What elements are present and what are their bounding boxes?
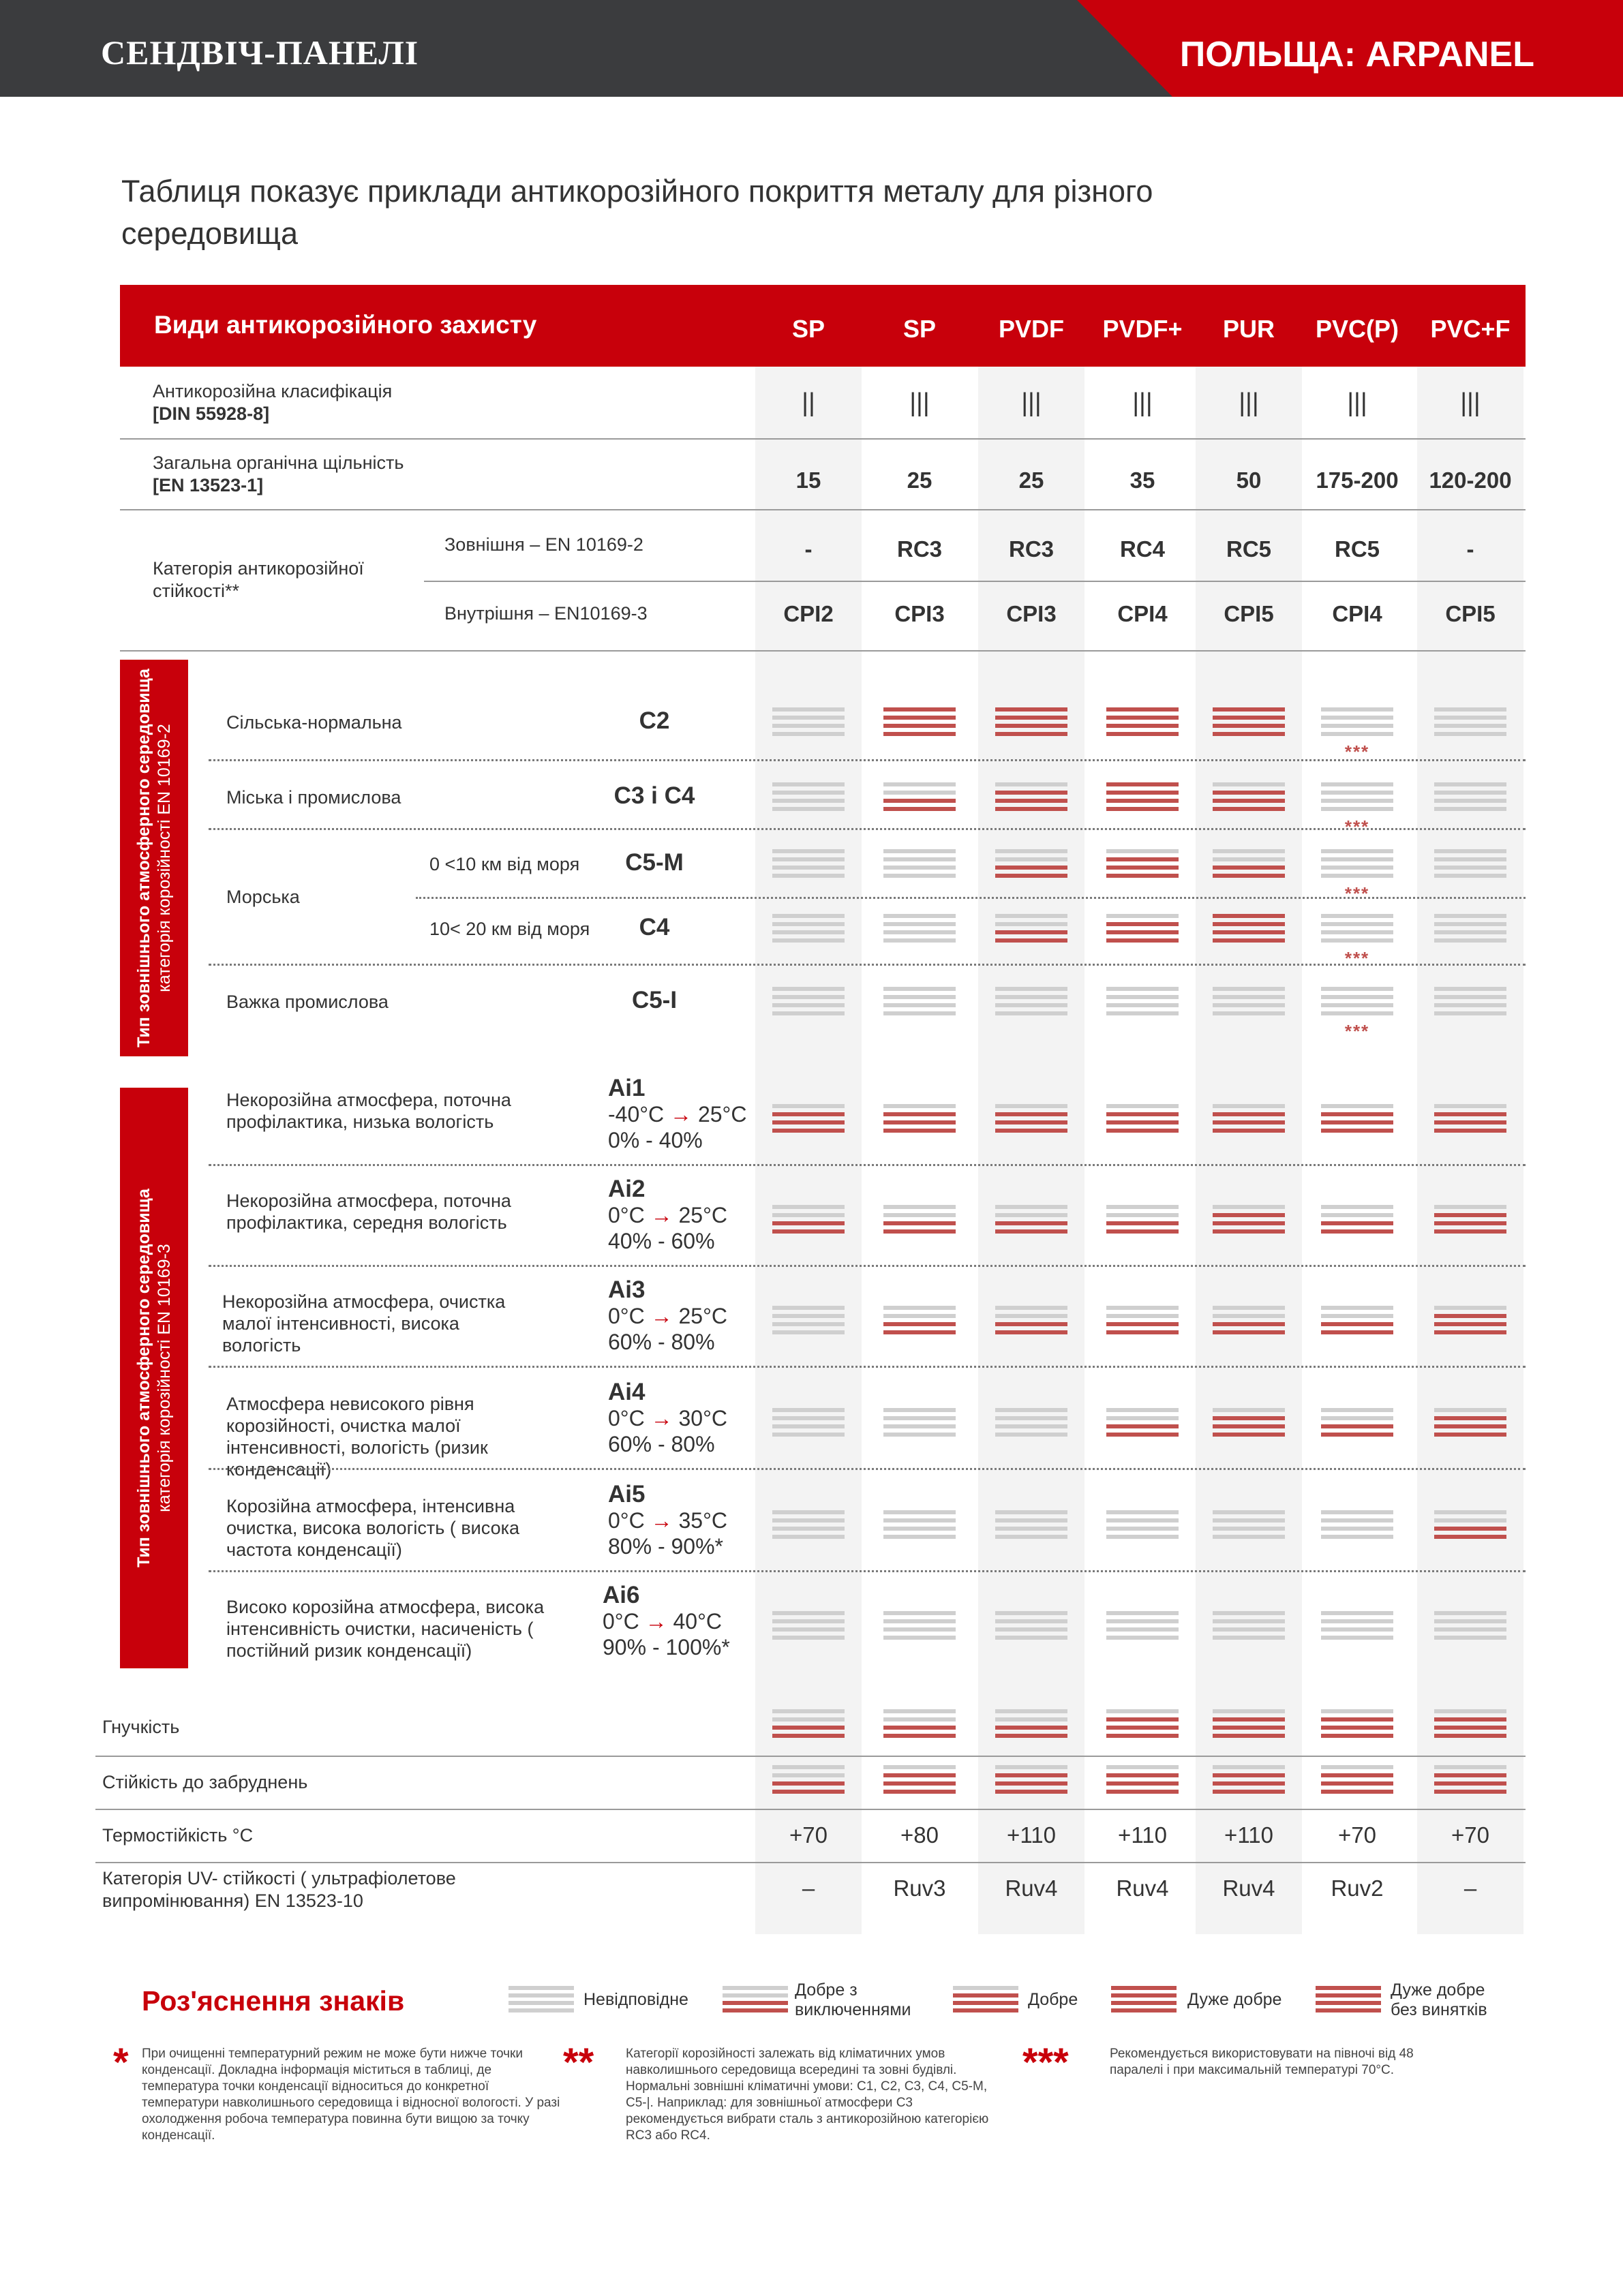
density-value: 120-200 — [1429, 468, 1512, 493]
temperature-to: 25°C — [697, 1102, 747, 1127]
arrow-right-icon: → — [644, 1304, 679, 1328]
rating-stripes-icon — [1434, 1709, 1506, 1738]
uv-resistance-label: Категорія UV- стійкості ( ультрафіолетове випромінювання) EN 13523-10 — [102, 1868, 456, 1911]
rating-stripes-icon — [1106, 1709, 1179, 1738]
rating-stripes-icon — [772, 914, 845, 943]
rating-stripes-icon — [1213, 1205, 1285, 1234]
temperature-from: 0°C — [603, 1609, 639, 1634]
internal-env-humidity: 60% - 80% — [608, 1432, 715, 1456]
rating-stripes-icon — [883, 1104, 956, 1133]
rating-stripes-icon — [1106, 1104, 1179, 1133]
rating-stripes-icon — [1434, 1306, 1506, 1334]
external-env-label: Важка промислова — [226, 992, 389, 1012]
internal-env-temperature — [608, 1202, 727, 1228]
density-value: 25 — [1018, 468, 1044, 493]
rating-stripes-icon — [995, 1408, 1067, 1437]
rating-stripes-icon — [883, 707, 956, 736]
legend-stripes-icon — [953, 1986, 1018, 2013]
rating-stripes-icon — [1321, 1709, 1393, 1738]
external-env-sidebar — [120, 660, 188, 1056]
density-value: 25 — [907, 468, 932, 493]
arrow-right-icon: → — [644, 1406, 679, 1430]
rating-stripes-icon — [883, 1205, 956, 1234]
external-resistance-value: RC5 — [1226, 536, 1272, 562]
table-header-label: Види антикорозійного захисту — [154, 311, 537, 339]
internal-env-temperature — [608, 1303, 727, 1329]
rating-stripes-icon — [1106, 1611, 1179, 1640]
dotted-divider — [209, 1265, 1526, 1267]
resistance-internal-label: Внутрішня – EN10169-3 — [444, 603, 648, 624]
rating-stripes-icon — [772, 1510, 845, 1539]
header-column-4: PUR — [1222, 315, 1275, 343]
internal-resistance-value: CPI5 — [1445, 601, 1496, 626]
stars-mark: *** — [1344, 883, 1370, 904]
external-env-code: C4 — [639, 914, 670, 940]
rating-stripes-icon — [1434, 1765, 1506, 1794]
density-value: 35 — [1129, 468, 1155, 493]
internal-env-conditions — [608, 1482, 727, 1559]
temperature-to: 40°C — [673, 1609, 722, 1634]
rating-stripes-icon — [995, 1510, 1067, 1539]
arrow-right-icon: → — [664, 1102, 698, 1127]
classification-value: ||| — [909, 388, 930, 417]
stars-mark: *** — [1344, 816, 1370, 837]
external-env-side-title: Тип зовнішнього атмосферного середовища — [134, 669, 153, 1047]
external-resistance-value: RC3 — [1008, 536, 1055, 562]
external-env-code: C2 — [639, 707, 670, 734]
rating-stripes-icon — [995, 1765, 1067, 1794]
classification-value: ||| — [1460, 388, 1481, 417]
external-resistance-value: RC5 — [1334, 536, 1380, 562]
classification-label: Антикорозійна класифікація — [153, 381, 393, 401]
heat-resistance-value: +110 — [1007, 1822, 1056, 1848]
internal-env-humidity: 0% - 40% — [608, 1128, 703, 1152]
classification-value: ||| — [1021, 388, 1042, 417]
banner-title: СЕНДВІЧ-ПАНЕЛІ — [101, 33, 419, 72]
temperature-to: 30°C — [678, 1406, 727, 1430]
rating-stripes-icon — [1434, 1611, 1506, 1640]
temperature-to: 25°C — [678, 1304, 727, 1328]
heat-resistance-value: +70 — [1338, 1822, 1376, 1848]
internal-env-label: Некорозійна атмосфера, поточна профілактика, низька вологість — [226, 1090, 511, 1132]
internal-env-code: Ai2 — [608, 1176, 646, 1202]
divider — [95, 1756, 1526, 1757]
rating-stripes-icon — [883, 987, 956, 1015]
rating-stripes-icon — [1213, 1306, 1285, 1334]
dirt-resistance-label: Стійкість до забруднень — [102, 1772, 308, 1792]
footnote-mark: * — [113, 2040, 129, 2085]
rating-stripes-icon — [1434, 782, 1506, 811]
rating-stripes-icon — [1106, 987, 1179, 1015]
dotted-divider — [209, 828, 1526, 830]
internal-env-humidity: 80% - 90%* — [608, 1534, 723, 1559]
header-column-0: SP — [791, 315, 825, 343]
rating-stripes-icon — [883, 849, 956, 878]
rating-stripes-icon — [1321, 1765, 1393, 1794]
banner-country: ПОЛЬЩА: ARPANEL — [1179, 35, 1534, 74]
internal-env-humidity: 90% - 100%* — [603, 1635, 730, 1659]
rating-stripes-icon — [1213, 987, 1285, 1015]
rating-stripes-icon — [1434, 1408, 1506, 1437]
rating-stripes-icon — [995, 707, 1067, 736]
header-column-1: SP — [902, 315, 937, 343]
rating-stripes-icon — [1321, 1611, 1393, 1640]
rating-stripes-icon — [1321, 1510, 1393, 1539]
internal-env-side-title: Тип зовнішнього атмосферного середовища — [134, 1189, 153, 1567]
dotted-divider — [209, 1366, 1526, 1368]
rating-stripes-icon — [995, 1709, 1067, 1738]
internal-resistance-value: CPI3 — [894, 601, 945, 626]
rating-stripes-icon — [883, 1611, 956, 1640]
rating-stripes-icon — [1106, 782, 1179, 811]
internal-env-temperature — [603, 1608, 730, 1634]
density-value: 50 — [1236, 468, 1262, 493]
external-resistance-value: RC3 — [896, 536, 943, 562]
internal-resistance-value: CPI3 — [1006, 601, 1057, 626]
classification-norm: [DIN 55928-8] — [153, 403, 270, 424]
external-resistance-value: - — [1466, 536, 1474, 562]
uv-resistance-value: Ruv4 — [1005, 1876, 1058, 1901]
internal-env-code: Ai5 — [608, 1481, 646, 1507]
external-env-code: C5-M — [625, 849, 684, 876]
internal-env-code: Ai4 — [608, 1379, 646, 1405]
internal-env-temperature — [608, 1405, 727, 1431]
stars-mark: *** — [1344, 948, 1370, 968]
rating-stripes-icon — [995, 1611, 1067, 1640]
uv-resistance-value: Ruv4 — [1116, 1876, 1169, 1901]
rating-stripes-icon — [883, 1306, 956, 1334]
divider — [95, 1809, 1526, 1810]
internal-env-label: Корозійна атмосфера, інтенсивна очистка, висока вологість ( висока частота конденсації) — [226, 1496, 520, 1560]
rating-stripes-icon — [1213, 1611, 1285, 1640]
flexibility-label: Гнучкість — [102, 1717, 180, 1737]
dotted-divider — [209, 1468, 1526, 1470]
rating-stripes-icon — [1106, 1306, 1179, 1334]
stars-mark: *** — [1344, 1021, 1370, 1041]
temperature-from: 0°C — [608, 1304, 645, 1328]
rating-stripes-icon — [1434, 849, 1506, 878]
external-resistance-value: - — [804, 536, 813, 562]
rating-stripes-icon — [1106, 707, 1179, 736]
rating-stripes-icon — [772, 1709, 845, 1738]
rating-stripes-icon — [1213, 849, 1285, 878]
internal-env-sidebar — [120, 1088, 188, 1668]
rating-stripes-icon — [995, 1306, 1067, 1334]
legend-label: Дуже добре — [1187, 1990, 1282, 2009]
external-env-sidebar-text — [134, 669, 175, 1047]
classification-value: ||| — [1347, 388, 1367, 417]
internal-env-conditions — [608, 1075, 746, 1153]
footnote-mark: ** — [563, 2040, 594, 2085]
legend-label: Добре — [1028, 1990, 1078, 2009]
internal-env-temperature — [608, 1507, 727, 1533]
rating-stripes-icon — [883, 1709, 956, 1738]
internal-env-code: Ai3 — [608, 1276, 646, 1303]
rating-stripes-icon — [1434, 1205, 1506, 1234]
heat-resistance-value: +80 — [900, 1822, 939, 1848]
internal-env-label: Атмосфера невисокого рівня корозійності, очистка малої інтенсивності, вологість (ризик конденсації) — [226, 1394, 488, 1480]
rating-stripes-icon — [1213, 1709, 1285, 1738]
heat-resistance-value: +70 — [1451, 1822, 1489, 1848]
rating-stripes-icon — [772, 1104, 845, 1133]
stars-mark: *** — [1344, 741, 1370, 762]
uv-resistance-value: Ruv2 — [1331, 1876, 1384, 1901]
internal-env-label: Некорозійна атмосфера, очистка малої інтенсивності, висока вологість — [222, 1291, 506, 1356]
internal-env-sidebar-text — [134, 1189, 175, 1567]
rating-stripes-icon — [1434, 914, 1506, 943]
internal-resistance-value: CPI4 — [1332, 601, 1382, 626]
header-column-5: PVC(P) — [1315, 315, 1399, 343]
rating-stripes-icon — [995, 1205, 1067, 1234]
heat-resistance-value: +110 — [1118, 1822, 1167, 1848]
internal-env-conditions — [608, 1379, 727, 1457]
rating-stripes-icon — [995, 849, 1067, 878]
footnote-text: Категорії корозійності залежать від кліматичних умов навколишнього середовища всередині та зовні будівлі. Нормальні зовнішні кліматичні умови: C1, C2, C3, C4, C5-M, C5-|. Наприклад: для зовнішньої атмосфери С3 рекомендується вибрати сталь з антикорозійною категорією RC3 або RC4. — [626, 2047, 989, 2143]
uv-resistance-value: – — [1463, 1876, 1477, 1901]
rating-stripes-icon — [883, 914, 956, 943]
internal-env-conditions — [603, 1582, 730, 1660]
legend-label: Добре з виключеннями — [795, 1980, 911, 2019]
rating-stripes-icon — [995, 987, 1067, 1015]
rating-stripes-icon — [772, 849, 845, 878]
uv-resistance-value: Ruv4 — [1222, 1876, 1275, 1901]
dotted-divider — [416, 897, 1526, 899]
density-value: 15 — [795, 468, 821, 493]
rating-stripes-icon — [1321, 1104, 1393, 1133]
rating-stripes-icon — [1321, 914, 1393, 943]
density-value: 175-200 — [1316, 468, 1399, 493]
rating-stripes-icon — [1434, 987, 1506, 1015]
legend-stripes-icon — [1111, 1986, 1177, 2013]
temperature-to: 35°C — [678, 1508, 727, 1533]
external-env-side-norm: категорія корозійності EN 10169-2 — [155, 724, 174, 992]
internal-env-humidity: 60% - 80% — [608, 1330, 715, 1354]
internal-env-code: Ai1 — [608, 1075, 646, 1101]
heat-resistance-value: +110 — [1224, 1822, 1273, 1848]
rating-stripes-icon — [883, 1510, 956, 1539]
header-column-2: PVDF — [998, 315, 1065, 343]
arrow-right-icon: → — [639, 1609, 673, 1634]
internal-env-humidity: 40% - 60% — [608, 1229, 715, 1253]
rating-stripes-icon — [883, 1765, 956, 1794]
rating-stripes-icon — [772, 707, 845, 736]
classification-value: || — [802, 388, 815, 417]
internal-env-label: Некорозійна атмосфера, поточна профілактика, середня вологість — [226, 1191, 511, 1233]
rating-stripes-icon — [1106, 1205, 1179, 1234]
external-env-code: C5-I — [631, 987, 678, 1013]
external-env-label: Сільська-нормальна — [226, 712, 402, 733]
internal-resistance-value: CPI4 — [1117, 601, 1168, 626]
dotted-divider — [209, 759, 1526, 761]
rating-stripes-icon — [1213, 707, 1285, 736]
rating-stripes-icon — [772, 1306, 845, 1334]
rating-stripes-icon — [1321, 849, 1393, 878]
rating-stripes-icon — [1106, 1765, 1179, 1794]
internal-env-label: Високо корозійна атмосфера, висока інтенсивність очистки, насиченість ( постійний ризик конденсації) — [226, 1597, 545, 1661]
footnote-text: При очищенні температурний режим не може бути нижче точки конденсації. Докладна інформація міститься в таблиці, де температура точки конденсації відноситься до конкретної температури навколишнього середовища і відносної вологості. У разі охолодження робоча температура повинна бути вищою за точку конденсації. — [142, 2047, 560, 2143]
external-env-label: Морська — [226, 887, 300, 907]
rating-stripes-icon — [772, 782, 845, 811]
internal-env-temperature — [608, 1101, 746, 1127]
legend-stripes-icon — [509, 1986, 574, 2013]
rating-stripes-icon — [883, 782, 956, 811]
rating-stripes-icon — [1106, 1408, 1179, 1437]
rating-stripes-icon — [1434, 1510, 1506, 1539]
rating-stripes-icon — [883, 1408, 956, 1437]
rating-stripes-icon — [772, 1408, 845, 1437]
uv-resistance-value: – — [802, 1876, 815, 1901]
rating-stripes-icon — [1213, 1104, 1285, 1133]
rating-stripes-icon — [772, 987, 845, 1015]
rating-stripes-icon — [1321, 782, 1393, 811]
header-column-3: PVDF+ — [1102, 315, 1183, 343]
classification-row-label — [153, 380, 392, 425]
dotted-divider — [209, 964, 1526, 966]
rating-stripes-icon — [995, 782, 1067, 811]
temperature-from: 0°C — [608, 1508, 645, 1533]
temperature-from: 0°C — [608, 1406, 645, 1430]
rating-stripes-icon — [1106, 914, 1179, 943]
external-env-code: C3 і C4 — [613, 782, 695, 809]
internal-resistance-value: CPI5 — [1224, 601, 1274, 626]
resistance-label: Категорія антикорозійної стійкості** — [153, 558, 364, 601]
heat-resistance-label: Термостійкість °C — [102, 1825, 254, 1846]
internal-resistance-value: CPI2 — [783, 601, 834, 626]
divider — [120, 438, 1526, 440]
divider — [120, 509, 1526, 510]
classification-value: ||| — [1239, 388, 1259, 417]
rating-stripes-icon — [1213, 914, 1285, 943]
footnote-text: Рекомендується використовувати на півночі від 48 паралелі і при максимальній температурі 70°C. — [1110, 2047, 1414, 2077]
arrow-right-icon: → — [644, 1508, 679, 1533]
legend-label: Невідповідне — [583, 1990, 688, 2009]
heat-resistance-value: +70 — [789, 1822, 828, 1848]
internal-env-conditions — [608, 1277, 727, 1355]
rating-stripes-icon — [1434, 1104, 1506, 1133]
rating-stripes-icon — [1321, 987, 1393, 1015]
density-row-label — [153, 452, 404, 497]
temperature-from: 0°C — [608, 1203, 645, 1227]
rating-stripes-icon — [772, 1765, 845, 1794]
divider — [120, 650, 1526, 652]
rating-stripes-icon — [772, 1205, 845, 1234]
top-banner — [0, 0, 1623, 97]
internal-env-code: Ai6 — [603, 1582, 640, 1608]
header-column-6: PVC+F — [1430, 315, 1511, 343]
rating-stripes-icon — [1321, 1306, 1393, 1334]
divider — [95, 1862, 1526, 1863]
divider — [424, 581, 1526, 582]
external-env-distance: 0 <10 км від моря — [429, 854, 580, 874]
rating-stripes-icon — [1106, 1510, 1179, 1539]
rating-stripes-icon — [1213, 1408, 1285, 1437]
external-env-distance: 10< 20 км від моря — [429, 919, 590, 939]
rating-stripes-icon — [1213, 1765, 1285, 1794]
internal-env-side-norm: категорія корозійності EN 10169-3 — [155, 1244, 174, 1512]
density-norm: [EN 13523-1] — [153, 475, 264, 495]
resistance-external-label: Зовнішня – EN 10169-2 — [444, 534, 643, 555]
footnote-mark: *** — [1022, 2040, 1069, 2085]
rating-stripes-icon — [772, 1611, 845, 1640]
legend-stripes-icon — [723, 1986, 788, 2013]
rating-stripes-icon — [1434, 707, 1506, 736]
rating-stripes-icon — [1106, 849, 1179, 878]
rating-stripes-icon — [1321, 1205, 1393, 1234]
legend-title: Роз'яснення знаків — [142, 1985, 405, 2017]
rating-stripes-icon — [995, 1104, 1067, 1133]
legend-label: Дуже добре без винятків — [1391, 1980, 1487, 2019]
rating-stripes-icon — [1321, 707, 1393, 736]
legend-stripes-icon — [1316, 1986, 1381, 2013]
arrow-right-icon: → — [644, 1203, 679, 1227]
uv-resistance-value: Ruv3 — [893, 1876, 946, 1901]
external-resistance-value: RC4 — [1119, 536, 1166, 562]
rating-stripes-icon — [1213, 1510, 1285, 1539]
density-label: Загальна органічна щільність — [153, 453, 404, 473]
rating-stripes-icon — [1321, 1408, 1393, 1437]
temperature-to: 25°C — [678, 1203, 727, 1227]
temperature-from: -40°C — [608, 1102, 665, 1127]
classification-value: ||| — [1132, 388, 1153, 417]
external-env-label: Міська і промислова — [226, 787, 401, 808]
rating-stripes-icon — [1213, 782, 1285, 811]
rating-stripes-icon — [995, 914, 1067, 943]
dotted-divider — [209, 1570, 1526, 1572]
intro-text: Таблиця показує приклади антикорозійного покриття металу для різного середовища — [121, 174, 1153, 251]
table-header — [120, 285, 1526, 367]
internal-env-conditions — [608, 1176, 727, 1254]
dotted-divider — [209, 1164, 1526, 1166]
